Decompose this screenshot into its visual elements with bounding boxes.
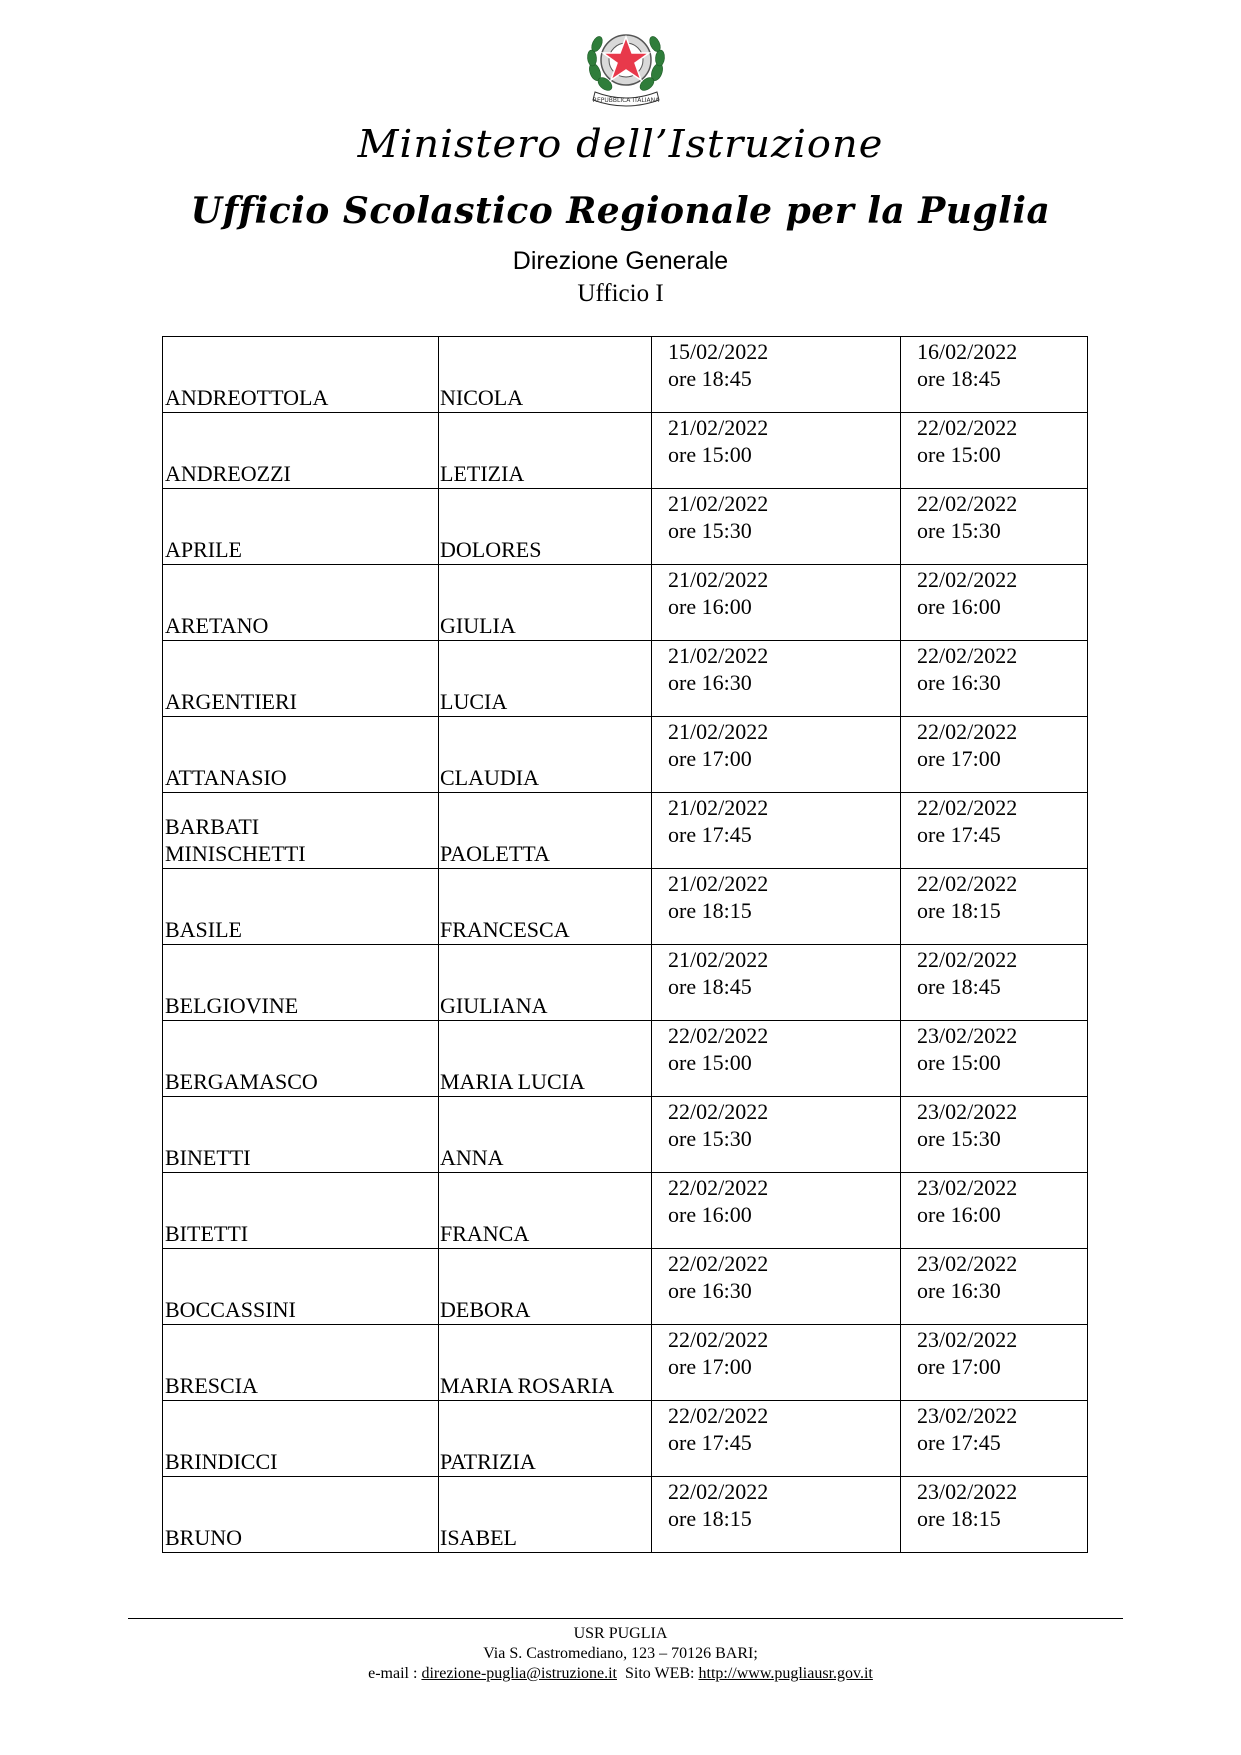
- time-text: ore 16:00: [917, 1202, 1001, 1227]
- first-session-cell: [652, 1477, 901, 1553]
- surname-cell: [163, 869, 439, 945]
- first-session-cell: [652, 945, 901, 1021]
- time-text: ore 15:30: [668, 518, 752, 543]
- surname-text: BOCCASSINI: [165, 1297, 296, 1322]
- date-text: 22/02/2022: [668, 1023, 769, 1048]
- time-text: ore 16:30: [668, 1278, 752, 1303]
- second-session-cell: [901, 413, 1088, 489]
- first-session-cell: [652, 1173, 901, 1249]
- table-row: [163, 565, 1088, 641]
- time-text: ore 17:45: [668, 1430, 752, 1455]
- directorate-title: Direzione Generale: [512, 247, 729, 275]
- second-session-cell: [901, 1249, 1088, 1325]
- name-text: DEBORA: [440, 1297, 531, 1322]
- name-cell: [439, 793, 652, 869]
- name-cell: [439, 1325, 652, 1401]
- time-text: ore 15:00: [917, 1050, 1001, 1075]
- date-text: 23/02/2022: [917, 1099, 1018, 1124]
- date-text: 23/02/2022: [917, 1023, 1018, 1048]
- time-text: ore 17:00: [917, 1354, 1001, 1379]
- date-text: 22/02/2022: [917, 947, 1018, 972]
- second-session-cell: [901, 1021, 1088, 1097]
- surname-cell: [163, 793, 439, 869]
- date-text: 22/02/2022: [668, 1327, 769, 1352]
- time-text: ore 18:45: [917, 974, 1001, 999]
- second-session-cell: [901, 1401, 1088, 1477]
- surname-cell: [163, 337, 439, 413]
- first-session-cell: [652, 1325, 901, 1401]
- table-row: [163, 1325, 1088, 1401]
- time-text: ore 18:45: [668, 974, 752, 999]
- table-row: [163, 337, 1088, 413]
- date-text: 22/02/2022: [668, 1251, 769, 1276]
- footer-contacts: [0, 1665, 1241, 1683]
- table-row: [163, 717, 1088, 793]
- second-session-cell: [901, 717, 1088, 793]
- surname-cell: [163, 1173, 439, 1249]
- date-text: 22/02/2022: [917, 871, 1018, 896]
- first-session-cell: [652, 869, 901, 945]
- date-text: 22/02/2022: [917, 415, 1018, 440]
- table-row: [163, 1173, 1088, 1249]
- first-session-cell: [652, 641, 901, 717]
- second-session-cell: [901, 1477, 1088, 1553]
- time-text: ore 15:00: [668, 1050, 752, 1075]
- name-text: MARIA LUCIA: [440, 1069, 585, 1094]
- time-text: ore 16:30: [668, 670, 752, 695]
- date-text: 21/02/2022: [668, 643, 769, 668]
- name-cell: [439, 869, 652, 945]
- second-session-cell: [901, 945, 1088, 1021]
- name-text: DOLORES: [440, 537, 542, 562]
- time-text: ore 16:30: [917, 1278, 1001, 1303]
- surname-cell: [163, 1477, 439, 1553]
- first-session-cell: [652, 1097, 901, 1173]
- surname-cell: [163, 1325, 439, 1401]
- surname-cell: [163, 1249, 439, 1325]
- name-text: FRANCA: [440, 1221, 530, 1246]
- table-row: [163, 1401, 1088, 1477]
- time-text: ore 15:30: [917, 1126, 1001, 1151]
- name-text: GIULIANA: [440, 993, 548, 1018]
- name-cell: [439, 413, 652, 489]
- first-session-cell: [652, 717, 901, 793]
- unit-title: Ufficio I: [577, 280, 664, 307]
- date-text: 22/02/2022: [668, 1099, 769, 1124]
- name-text: FRANCESCA: [440, 917, 570, 942]
- name-cell: [439, 489, 652, 565]
- date-text: 22/02/2022: [668, 1479, 769, 1504]
- date-text: 21/02/2022: [668, 719, 769, 744]
- surname-cell: [163, 1021, 439, 1097]
- surname-text: ANDREOTTOLA: [165, 385, 329, 410]
- table-row: [163, 1097, 1088, 1173]
- time-text: ore 17:00: [668, 746, 752, 771]
- date-text: 22/02/2022: [668, 1175, 769, 1200]
- email-link[interactable]: direzione-puglia@istruzione.it: [421, 1665, 617, 1682]
- name-cell: [439, 1477, 652, 1553]
- surname-text: BASILE: [165, 917, 242, 942]
- date-text: 22/02/2022: [917, 719, 1018, 744]
- republic-emblem-icon: [583, 20, 669, 110]
- surname-line: BARBATI: [165, 814, 260, 839]
- table-row: [163, 489, 1088, 565]
- second-session-cell: [901, 489, 1088, 565]
- surname-text: BRINDICCI: [165, 1449, 278, 1474]
- name-text: PATRIZIA: [440, 1449, 536, 1474]
- second-session-cell: [901, 1173, 1088, 1249]
- regional-office-title: Ufficio Scolastico Regionale per la Puglia: [190, 190, 1051, 232]
- date-text: 16/02/2022: [917, 339, 1018, 364]
- time-text: ore 15:00: [668, 442, 752, 467]
- time-text: ore 16:30: [917, 670, 1001, 695]
- time-text: ore 15:00: [917, 442, 1001, 467]
- second-session-cell: [901, 793, 1088, 869]
- surname-cell: [163, 717, 439, 793]
- date-text: 21/02/2022: [668, 491, 769, 516]
- second-session-cell: [901, 641, 1088, 717]
- table-row: [163, 413, 1088, 489]
- table-row: [163, 793, 1088, 869]
- name-cell: [439, 1173, 652, 1249]
- surname-line: MINISCHETTI: [165, 841, 306, 866]
- footer-org: USR PUGLIA: [573, 1625, 668, 1642]
- name-cell: [439, 1021, 652, 1097]
- time-text: ore 18:15: [917, 898, 1001, 923]
- date-text: 23/02/2022: [917, 1327, 1018, 1352]
- second-session-cell: [901, 869, 1088, 945]
- first-session-cell: [652, 565, 901, 641]
- name-cell: [439, 717, 652, 793]
- date-text: 22/02/2022: [917, 795, 1018, 820]
- date-text: 21/02/2022: [668, 415, 769, 440]
- date-text: 15/02/2022: [668, 339, 769, 364]
- time-text: ore 15:30: [668, 1126, 752, 1151]
- time-text: ore 16:00: [668, 1202, 752, 1227]
- website-link[interactable]: http://www.pugliausr.gov.it: [698, 1665, 873, 1682]
- surname-cell: [163, 1097, 439, 1173]
- name-cell: [439, 1401, 652, 1477]
- first-session-cell: [652, 1401, 901, 1477]
- table-row: [163, 641, 1088, 717]
- second-session-cell: [901, 1097, 1088, 1173]
- first-session-cell: [652, 793, 901, 869]
- svg-text:REPUBBLICA ITALIANA: REPUBBLICA ITALIANA: [592, 97, 660, 104]
- name-cell: [439, 641, 652, 717]
- first-session-cell: [652, 1021, 901, 1097]
- time-text: ore 17:00: [917, 746, 1001, 771]
- date-text: 22/02/2022: [917, 491, 1018, 516]
- date-text: 23/02/2022: [917, 1175, 1018, 1200]
- name-text: MARIA ROSARIA: [440, 1373, 615, 1398]
- first-session-cell: [652, 489, 901, 565]
- surname-cell: [163, 413, 439, 489]
- time-text: ore 17:00: [668, 1354, 752, 1379]
- date-text: 23/02/2022: [917, 1403, 1018, 1428]
- date-text: 23/02/2022: [917, 1251, 1018, 1276]
- table-row: [163, 1477, 1088, 1553]
- second-session-cell: [901, 565, 1088, 641]
- time-text: ore 17:45: [917, 1430, 1001, 1455]
- time-text: ore 18:45: [668, 366, 752, 391]
- time-text: ore 18:15: [917, 1506, 1001, 1531]
- time-text: ore 17:45: [917, 822, 1001, 847]
- schedule-table: [162, 336, 1088, 1553]
- footer-divider: [128, 1618, 1123, 1619]
- ministry-title: Ministero dell’Istruzione: [357, 122, 884, 166]
- time-text: ore 18:15: [668, 1506, 752, 1531]
- surname-text: ARGENTIERI: [165, 689, 297, 714]
- surname-text: ANDREOZZI: [165, 461, 291, 486]
- time-text: ore 17:45: [668, 822, 752, 847]
- email-label: e-mail :: [368, 1665, 422, 1682]
- surname-cell: [163, 1401, 439, 1477]
- surname-cell: [163, 489, 439, 565]
- name-text: NICOLA: [440, 385, 524, 410]
- second-session-cell: [901, 1325, 1088, 1401]
- name-text: ANNA: [440, 1145, 504, 1170]
- surname-text: BRUNO: [165, 1525, 243, 1550]
- name-cell: [439, 1097, 652, 1173]
- name-cell: [439, 565, 652, 641]
- first-session-cell: [652, 413, 901, 489]
- date-text: 21/02/2022: [668, 947, 769, 972]
- surname-text: APRILE: [165, 537, 242, 562]
- surname-text: ATTANASIO: [165, 765, 287, 790]
- name-text: GIULIA: [440, 613, 516, 638]
- table-row: [163, 945, 1088, 1021]
- date-text: 21/02/2022: [668, 795, 769, 820]
- time-text: ore 16:00: [668, 594, 752, 619]
- second-session-cell: [901, 337, 1088, 413]
- surname-cell: [163, 945, 439, 1021]
- date-text: 21/02/2022: [668, 871, 769, 896]
- name-text: ISABEL: [440, 1525, 517, 1550]
- name-text: CLAUDIA: [440, 765, 539, 790]
- name-text: PAOLETTA: [440, 841, 550, 866]
- table-row: [163, 1021, 1088, 1097]
- table-row: [163, 1249, 1088, 1325]
- table-row: [163, 869, 1088, 945]
- date-text: 22/02/2022: [917, 643, 1018, 668]
- footer-address: Via S. Castromediano, 123 – 70126 BARI;: [483, 1645, 758, 1662]
- surname-text: ARETANO: [165, 613, 269, 638]
- name-cell: [439, 1249, 652, 1325]
- first-session-cell: [652, 1249, 901, 1325]
- surname-cell: [163, 565, 439, 641]
- name-cell: [439, 945, 652, 1021]
- date-text: 22/02/2022: [917, 567, 1018, 592]
- web-label: Sito WEB:: [617, 1665, 699, 1682]
- surname-text: BINETTI: [165, 1145, 251, 1170]
- name-text: LUCIA: [440, 689, 508, 714]
- name-text: LETIZIA: [440, 461, 525, 486]
- surname-text: BERGAMASCO: [165, 1069, 318, 1094]
- date-text: 23/02/2022: [917, 1479, 1018, 1504]
- time-text: ore 18:15: [668, 898, 752, 923]
- date-text: 22/02/2022: [668, 1403, 769, 1428]
- date-text: 21/02/2022: [668, 567, 769, 592]
- name-cell: [439, 337, 652, 413]
- time-text: ore 15:30: [917, 518, 1001, 543]
- time-text: ore 18:45: [917, 366, 1001, 391]
- surname-text: BITETTI: [165, 1221, 249, 1246]
- surname-text: BRESCIA: [165, 1373, 258, 1398]
- surname-text: BELGIOVINE: [165, 993, 299, 1018]
- surname-cell: [163, 641, 439, 717]
- first-session-cell: [652, 337, 901, 413]
- time-text: ore 16:00: [917, 594, 1001, 619]
